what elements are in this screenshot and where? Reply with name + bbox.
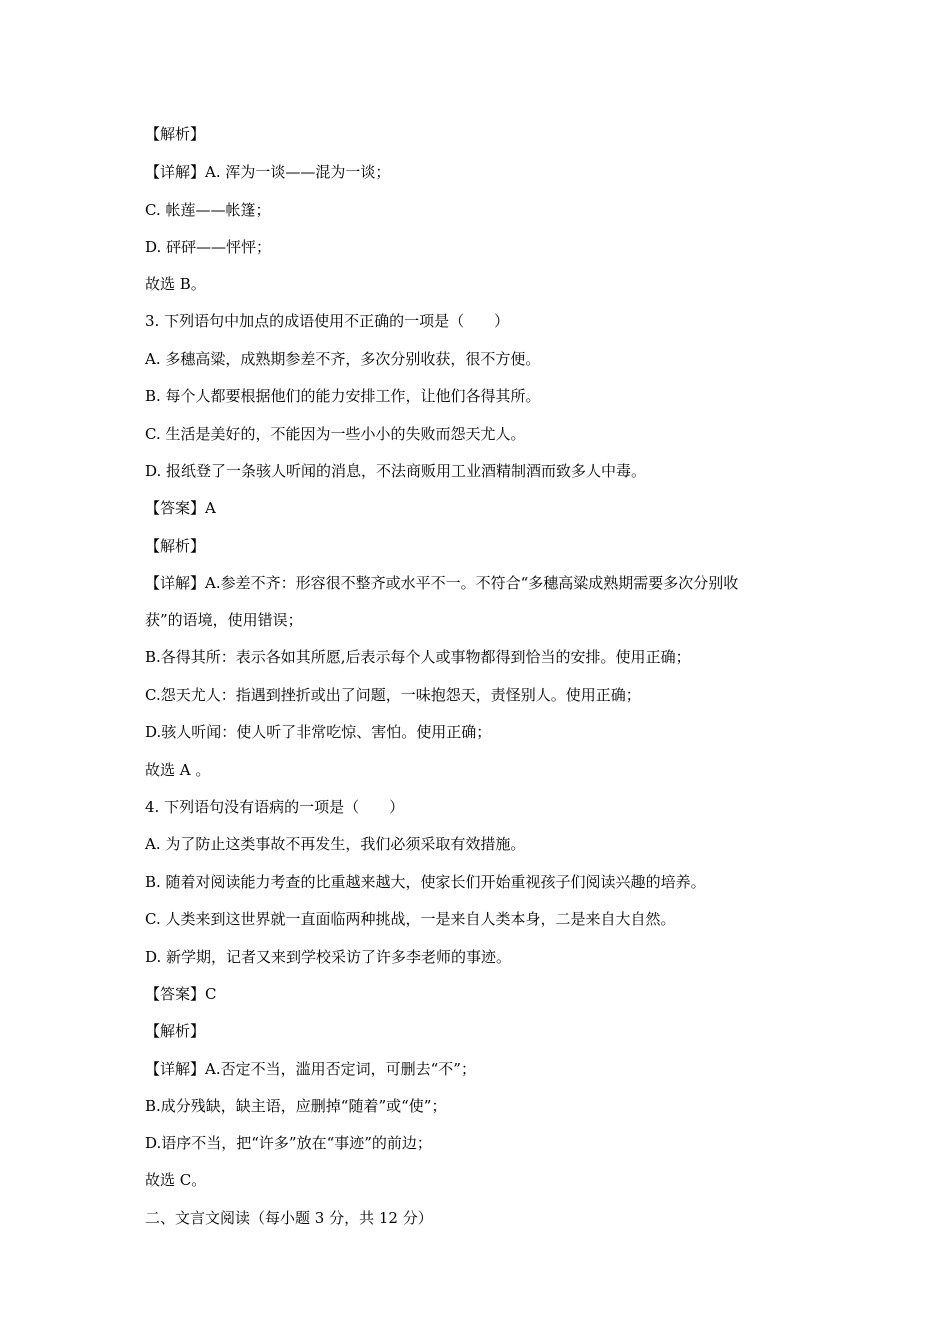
section-heading: 二、文言文阅读（每小题 3 分，共 12 分） — [145, 1209, 433, 1227]
question-3-stem: 3. 下列语句中加点的成语使用不正确的一项是（ ） — [145, 312, 510, 330]
text-line: 故选 B。 — [145, 275, 206, 293]
question-4-option-a: A. 为了防止这类事故不再发生，我们必须采取有效措施。 — [145, 835, 526, 853]
text-line: C.怨天尤人：指遇到挫折或出了问题，一味抱怨天，责怪别人。使用正确； — [145, 686, 641, 704]
analysis-label: 【解析】 — [145, 1022, 206, 1040]
question-3-option-a: A. 多穗高粱，成熟期参差不齐，多次分别收获，很不方便。 — [145, 350, 541, 368]
text-line: 【详解】A. 浑为一谈——混为一谈； — [145, 163, 391, 181]
analysis-label: 【解析】 — [145, 537, 206, 555]
question-3-option-b: B. 每个人都要根据他们的能力安排工作，让他们各得其所。 — [145, 387, 541, 405]
question-4-option-d: D. 新学期，记者又来到学校采访了许多李老师的事迹。 — [145, 948, 512, 966]
text-line: B.各得其所：表示各如其所愿,后表示每个人或事物都得到恰当的安排。使用正确； — [145, 648, 691, 666]
text-line: D.语序不当，把“许多”放在“事迹”的前边； — [145, 1134, 432, 1152]
text-line: 获”的语境，使用错误； — [145, 611, 303, 629]
text-line: 故选 C。 — [145, 1171, 207, 1189]
text-line: C. 帐莲——帐篷； — [145, 201, 271, 219]
text-line: B.成分残缺，缺主语，应删掉“随着”或“使”； — [145, 1097, 447, 1115]
answer-label: 【答案】C — [145, 985, 217, 1003]
text-line: D. 砰砰——怦怦； — [145, 238, 272, 256]
question-4-stem: 4. 下列语句没有语病的一项是（ ） — [145, 798, 405, 816]
text-line: 【详解】A.否定不当，滥用否定词，可删去“不”； — [145, 1060, 476, 1078]
answer-label: 【答案】A — [145, 499, 216, 517]
question-4-option-c: C. 人类来到这世界就一直面临两种挑战，一是来自人类本身，二是来自大自然。 — [145, 910, 676, 928]
text-line: 【解析】 — [145, 125, 206, 143]
question-4-option-b: B. 随着对阅读能力考查的比重越来越大，使家长们开始重视孩子们阅读兴趣的培养。 — [145, 873, 706, 891]
question-3-option-d: D. 报纸登了一条骇人听闻的消息，不法商贩用工业酒精制酒而致多人中毒。 — [145, 462, 647, 480]
question-3-option-c: C. 生活是美好的，不能因为一些小小的失败而怨天尤人。 — [145, 425, 526, 443]
text-line: 【详解】A.参差不齐：形容很不整齐或水平不一。不符合“多穗高粱成熟期需要多次分别收 — [145, 574, 739, 592]
text-line: 故选 A 。 — [145, 761, 211, 779]
text-line: D.骇人听闻：使人听了非常吃惊、害怕。使用正确； — [145, 723, 492, 741]
